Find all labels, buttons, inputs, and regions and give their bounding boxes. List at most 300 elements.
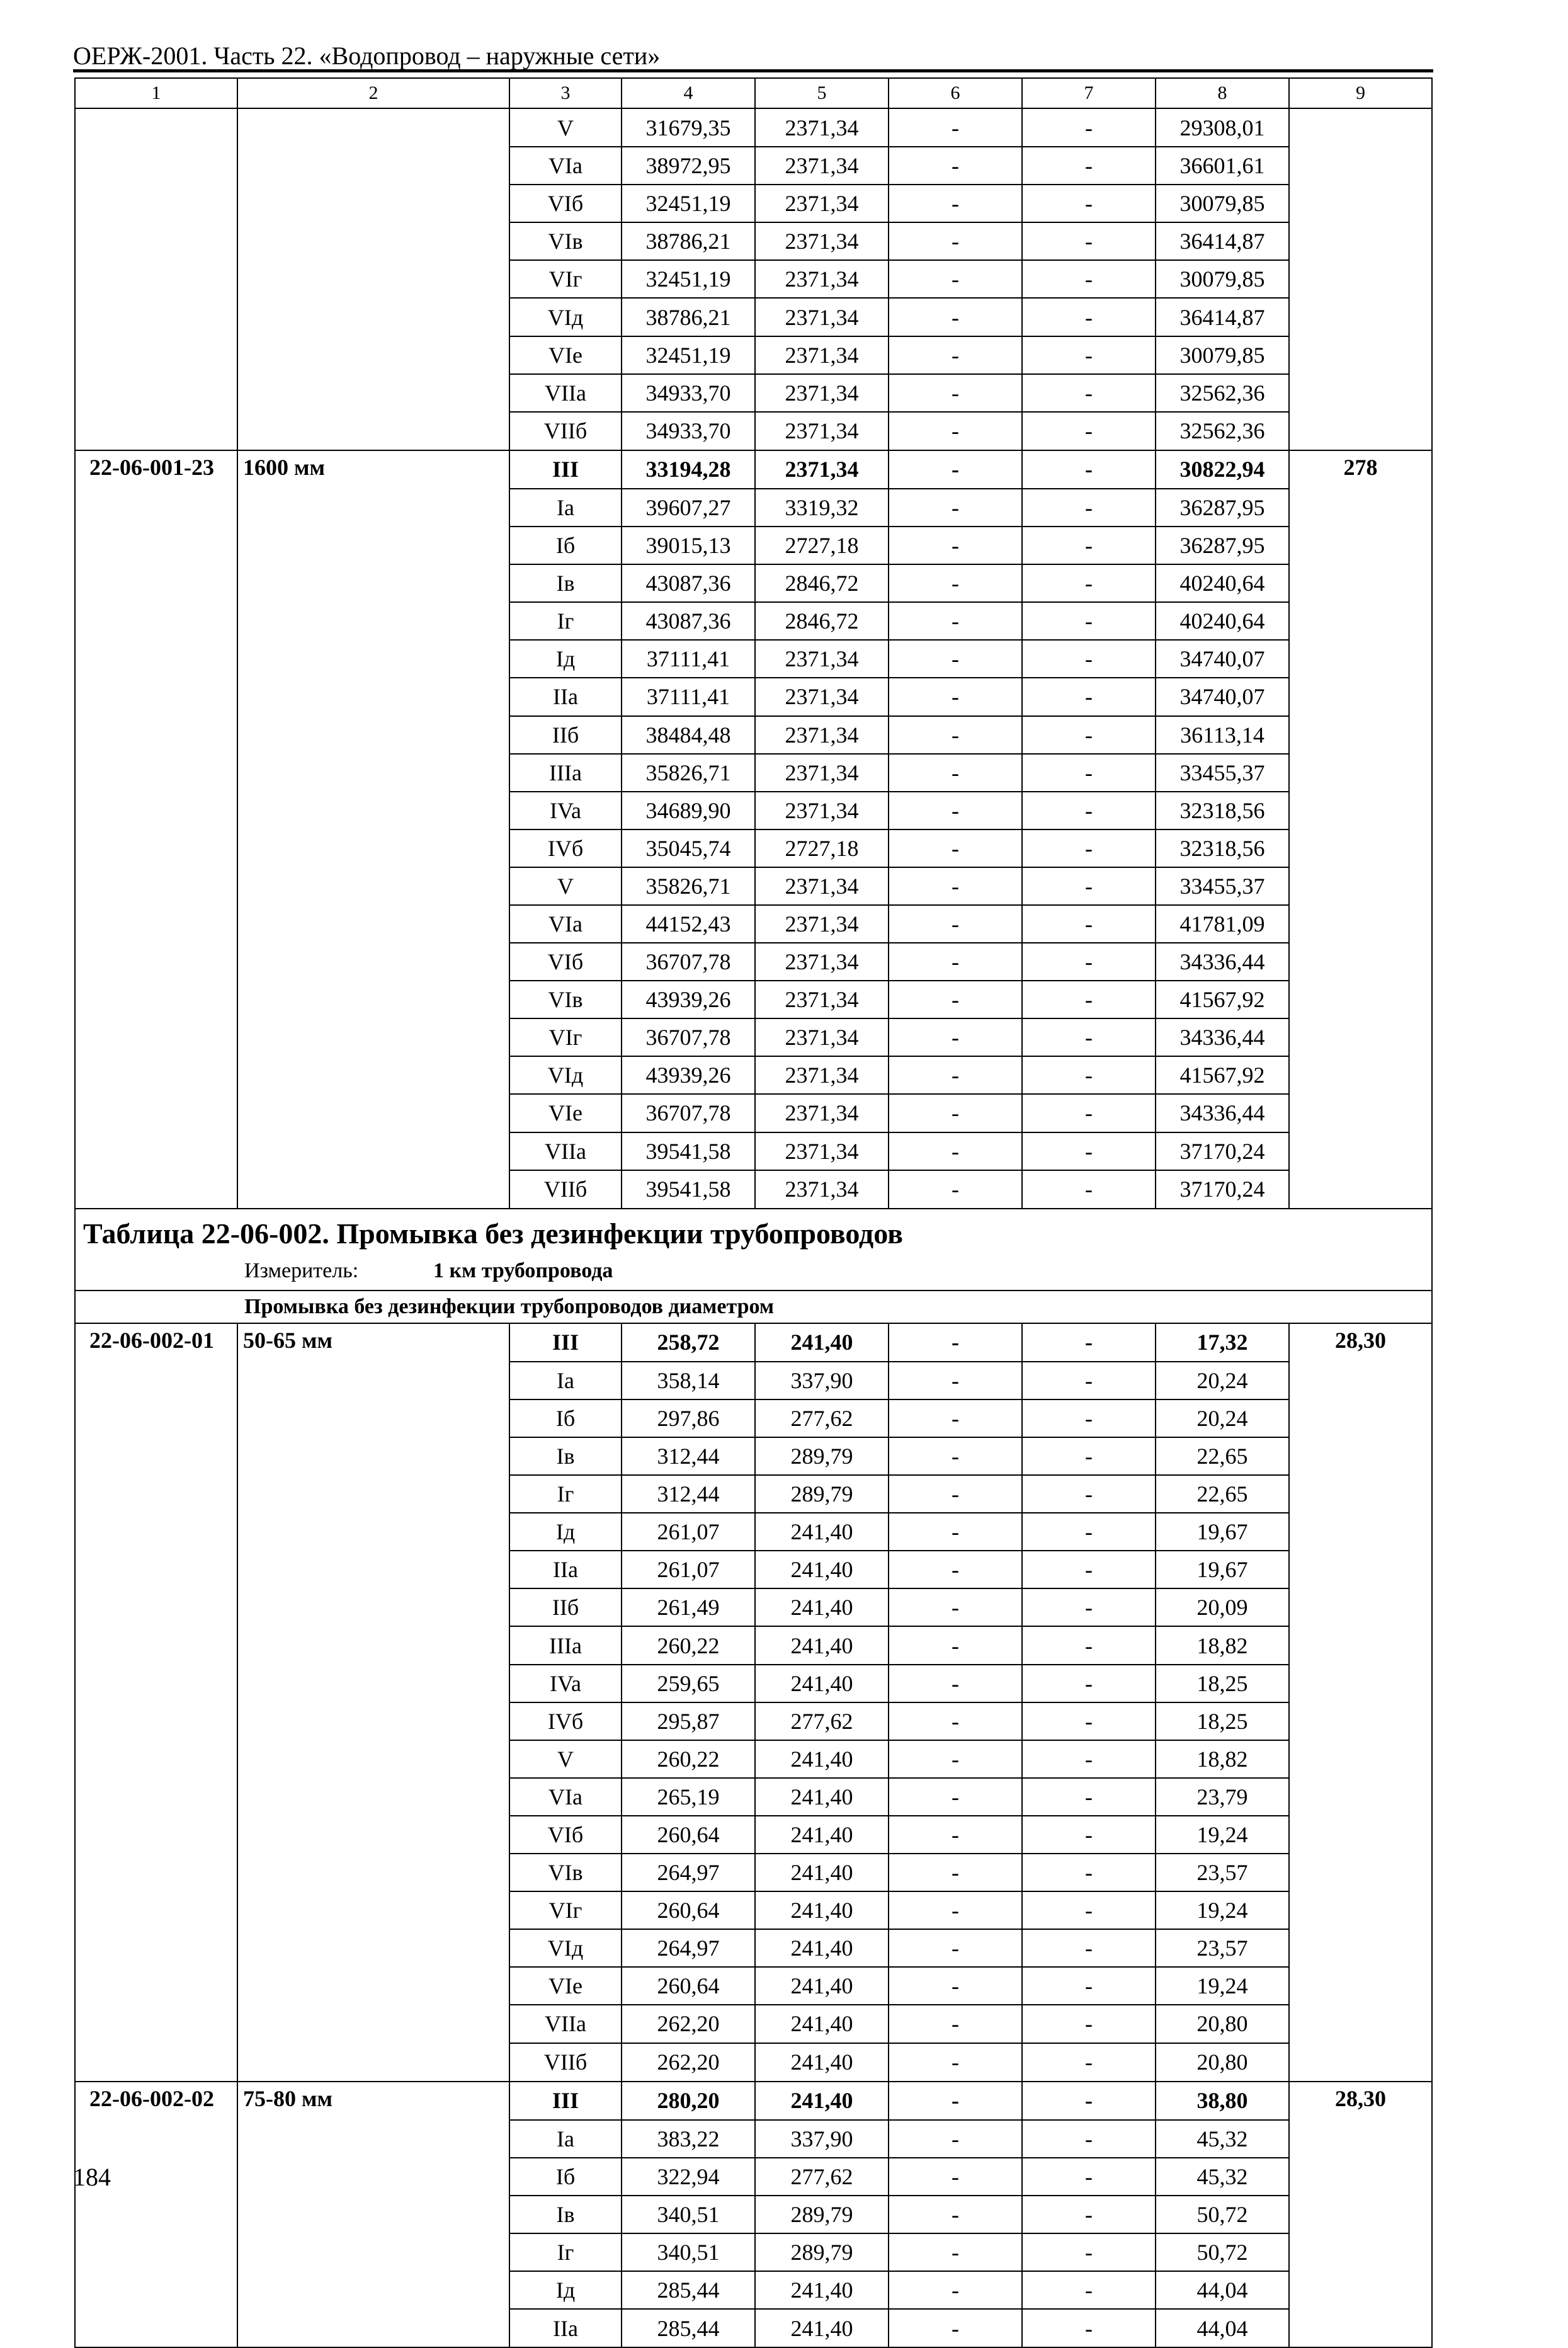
row-col9: [1289, 2120, 1432, 2158]
cell-col-5: 2371,34: [755, 716, 889, 754]
cell-col-8: 40240,64: [1156, 564, 1289, 602]
cell-col-5: 2371,34: [755, 1132, 889, 1170]
column-number: 1: [75, 78, 237, 108]
row-diameter: [237, 867, 509, 905]
row-code: [75, 1665, 237, 1702]
cell-col-8: 18,82: [1156, 1740, 1289, 1778]
row-diameter: [237, 2271, 509, 2309]
table-row: [75, 1513, 1432, 1551]
row-diameter: [237, 1437, 509, 1475]
column-number: 6: [889, 78, 1022, 108]
cell-col-5: 2371,34: [755, 222, 889, 260]
cell-col-4: 36707,78: [622, 1094, 755, 1132]
cell-col-4: 43087,36: [622, 602, 755, 640]
cell-col-8: 36113,14: [1156, 716, 1289, 754]
row-col9: [1289, 1170, 1432, 1209]
cell-col-5: 2371,34: [755, 1056, 889, 1094]
table-row: [75, 2158, 1432, 2196]
cell-col-6: -: [889, 1362, 1022, 1399]
row-diameter: [237, 792, 509, 829]
cell-col-5: 277,62: [755, 1702, 889, 1740]
row-diameter: [237, 1588, 509, 1626]
row-diameter: [237, 2120, 509, 2158]
cell-col-8: 36601,61: [1156, 147, 1289, 185]
row-col9: [1289, 108, 1432, 147]
row-col9: [1289, 640, 1432, 678]
row-col9: [1289, 1513, 1432, 1551]
row-diameter: [237, 829, 509, 867]
cell-col-3: VIб: [509, 1816, 622, 1854]
cell-col-5: 241,40: [755, 1588, 889, 1626]
row-code: [75, 489, 237, 527]
table-row: [75, 1056, 1432, 1094]
row-col9: [1289, 1929, 1432, 1967]
table-row: [75, 1094, 1432, 1132]
row-code: [75, 2005, 237, 2043]
cell-col-5: 2371,34: [755, 678, 889, 715]
row-diameter: [237, 1362, 509, 1399]
table-row: [75, 905, 1432, 943]
table-row: [75, 1132, 1432, 1170]
row-diameter: [237, 1551, 509, 1588]
table-row: [75, 1437, 1432, 1475]
table-section-header: [75, 1209, 1432, 1291]
cell-col-3: Iг: [509, 2233, 622, 2271]
row-diameter: [237, 1778, 509, 1816]
table-row: [75, 564, 1432, 602]
cell-col-7: -: [1022, 2271, 1156, 2309]
row-code: [75, 1929, 237, 1967]
cell-col-3: VIд: [509, 1056, 622, 1094]
table-row: [75, 640, 1432, 678]
cell-col-4: 43087,36: [622, 564, 755, 602]
cell-col-7: -: [1022, 2005, 1156, 2043]
cell-col-3: VIб: [509, 185, 622, 222]
table-row: [75, 374, 1432, 412]
cell-col-6: -: [889, 905, 1022, 943]
cell-col-6: -: [889, 1323, 1022, 1362]
cell-col-5: 241,40: [755, 1854, 889, 1891]
cell-col-8: 18,25: [1156, 1665, 1289, 1702]
row-col9: [1289, 1094, 1432, 1132]
cell-col-5: 289,79: [755, 1437, 889, 1475]
cell-col-4: 44152,43: [622, 905, 755, 943]
cell-col-3: VIд: [509, 1929, 622, 1967]
row-col9: [1289, 1437, 1432, 1475]
cell-col-6: -: [889, 1399, 1022, 1437]
cell-col-6: -: [889, 1475, 1022, 1513]
row-col9: [1289, 1967, 1432, 2005]
cell-col-7: -: [1022, 1551, 1156, 1588]
cell-col-7: -: [1022, 2082, 1156, 2120]
cell-col-3: IVб: [509, 829, 622, 867]
row-code: [75, 981, 237, 1018]
row-diameter: [237, 260, 509, 298]
cell-col-6: -: [889, 2233, 1022, 2271]
row-code: [75, 1702, 237, 1740]
row-diameter: [237, 1475, 509, 1513]
row-diameter: [237, 2005, 509, 2043]
cell-col-7: -: [1022, 602, 1156, 640]
row-col9: [1289, 2005, 1432, 2043]
cell-col-5: 337,90: [755, 2120, 889, 2158]
row-code: [75, 1967, 237, 2005]
row-code: 22-06-001-23: [75, 450, 237, 489]
row-col9: [1289, 374, 1432, 412]
table-row: [75, 1778, 1432, 1816]
cell-col-3: VIг: [509, 260, 622, 298]
column-number: 3: [509, 78, 622, 108]
cell-col-7: -: [1022, 1170, 1156, 1209]
cell-col-3: VIe: [509, 1094, 622, 1132]
cell-col-7: -: [1022, 678, 1156, 715]
cell-col-6: -: [889, 1665, 1022, 1702]
cell-col-5: 3319,32: [755, 489, 889, 527]
cell-col-5: 289,79: [755, 1475, 889, 1513]
cell-col-3: IIa: [509, 1551, 622, 1588]
row-diameter: [237, 185, 509, 222]
cell-col-7: -: [1022, 564, 1156, 602]
cell-col-7: -: [1022, 1816, 1156, 1854]
row-code: [75, 412, 237, 450]
row-diameter: [237, 1929, 509, 1967]
row-diameter: 50-65 мм: [237, 1323, 509, 1362]
cell-col-4: 39607,27: [622, 489, 755, 527]
row-code: [75, 2196, 237, 2233]
cell-col-6: -: [889, 1967, 1022, 2005]
row-code: [75, 792, 237, 829]
rates-table: [74, 77, 1433, 2348]
cell-col-4: 38972,95: [622, 147, 755, 185]
row-col9: [1289, 2158, 1432, 2196]
cell-col-3: V: [509, 867, 622, 905]
cell-col-4: 383,22: [622, 2120, 755, 2158]
cell-col-4: 340,51: [622, 2196, 755, 2233]
cell-col-3: V: [509, 1740, 622, 1778]
cell-col-4: 32451,19: [622, 260, 755, 298]
cell-col-8: 18,25: [1156, 1702, 1289, 1740]
row-col9: [1289, 602, 1432, 640]
cell-col-7: -: [1022, 336, 1156, 374]
table-row: [75, 1475, 1432, 1513]
cell-col-4: 260,64: [622, 1816, 755, 1854]
cell-col-4: 32451,19: [622, 185, 755, 222]
cell-col-8: 44,04: [1156, 2309, 1289, 2347]
row-col9: [1289, 943, 1432, 981]
row-diameter: [237, 2233, 509, 2271]
row-col9: 28,30: [1289, 2082, 1432, 2120]
row-col9: [1289, 716, 1432, 754]
row-diameter: [237, 1626, 509, 1664]
cell-col-8: 19,24: [1156, 1967, 1289, 2005]
cell-col-3: Iг: [509, 602, 622, 640]
cell-col-6: -: [889, 1132, 1022, 1170]
cell-col-6: -: [889, 981, 1022, 1018]
cell-col-5: 2371,34: [755, 1170, 889, 1209]
cell-col-8: 29308,01: [1156, 108, 1289, 147]
row-diameter: [237, 1094, 509, 1132]
row-code: [75, 2309, 237, 2347]
row-diameter: [237, 1967, 509, 2005]
row-diameter: 1600 мм: [237, 450, 509, 489]
cell-col-8: 44,04: [1156, 2271, 1289, 2309]
cell-col-3: IIIa: [509, 754, 622, 792]
cell-col-4: 261,49: [622, 1588, 755, 1626]
cell-col-5: 241,40: [755, 2271, 889, 2309]
cell-col-5: 241,40: [755, 2309, 889, 2347]
cell-col-4: 260,22: [622, 1626, 755, 1664]
cell-col-6: -: [889, 1891, 1022, 1929]
row-code: [75, 867, 237, 905]
row-diameter: [237, 1816, 509, 1854]
cell-col-3: VIe: [509, 1967, 622, 2005]
row-code: [75, 943, 237, 981]
cell-col-3: VIIб: [509, 412, 622, 450]
row-code: [75, 1056, 237, 1094]
row-col9: [1289, 1056, 1432, 1094]
cell-col-7: -: [1022, 1588, 1156, 1626]
cell-col-5: 277,62: [755, 2158, 889, 2196]
row-diameter: [237, 298, 509, 336]
column-number: 9: [1289, 78, 1432, 108]
cell-col-4: 264,97: [622, 1854, 755, 1891]
table-row: [75, 2120, 1432, 2158]
row-diameter: [237, 108, 509, 147]
cell-col-6: -: [889, 1626, 1022, 1664]
row-code: [75, 185, 237, 222]
cell-col-4: 261,07: [622, 1513, 755, 1551]
row-code: [75, 222, 237, 260]
cell-col-4: 35826,71: [622, 754, 755, 792]
table-row: [75, 1665, 1432, 1702]
cell-col-5: 2727,18: [755, 829, 889, 867]
cell-col-3: Iд: [509, 1513, 622, 1551]
table-row: [75, 1170, 1432, 1209]
cell-col-3: III: [509, 450, 622, 489]
row-col9: [1289, 678, 1432, 715]
header-rule: [73, 69, 1433, 72]
cell-col-3: IVa: [509, 792, 622, 829]
cell-col-8: 33455,37: [1156, 867, 1289, 905]
cell-col-6: -: [889, 2196, 1022, 2233]
cell-col-3: IIa: [509, 2309, 622, 2347]
table-row: [75, 2005, 1432, 2043]
cell-col-8: 36287,95: [1156, 489, 1289, 527]
cell-col-3: IIIa: [509, 1626, 622, 1664]
table-row: [75, 867, 1432, 905]
table-row: [75, 2309, 1432, 2347]
row-diameter: [237, 640, 509, 678]
cell-col-4: 260,22: [622, 1740, 755, 1778]
cell-col-8: 20,09: [1156, 1588, 1289, 1626]
cell-col-3: VIa: [509, 1778, 622, 1816]
row-diameter: [237, 2043, 509, 2082]
cell-col-3: VIIб: [509, 2043, 622, 2082]
column-number: 8: [1156, 78, 1289, 108]
cell-col-7: -: [1022, 1323, 1156, 1362]
row-col9: 278: [1289, 450, 1432, 489]
cell-col-3: VIг: [509, 1891, 622, 1929]
cell-col-4: 262,20: [622, 2043, 755, 2082]
row-col9: [1289, 527, 1432, 564]
cell-col-5: 241,40: [755, 1891, 889, 1929]
table-row: [75, 298, 1432, 336]
table-row: [75, 829, 1432, 867]
cell-col-4: 39541,58: [622, 1132, 755, 1170]
row-code: [75, 2120, 237, 2158]
cell-col-6: -: [889, 489, 1022, 527]
row-diameter: [237, 754, 509, 792]
cell-col-7: -: [1022, 2158, 1156, 2196]
cell-col-8: 30079,85: [1156, 185, 1289, 222]
table-row: [75, 792, 1432, 829]
row-col9: [1289, 2271, 1432, 2309]
cell-col-8: 19,67: [1156, 1513, 1289, 1551]
cell-col-6: -: [889, 222, 1022, 260]
cell-col-6: -: [889, 1551, 1022, 1588]
cell-col-7: -: [1022, 1513, 1156, 1551]
cell-col-6: -: [889, 1056, 1022, 1094]
row-col9: [1289, 1399, 1432, 1437]
cell-col-5: 2371,34: [755, 867, 889, 905]
row-code: [75, 602, 237, 640]
table-row: [75, 1854, 1432, 1891]
table-row: [75, 2196, 1432, 2233]
measure-value: 1 км трубопровода: [433, 1258, 613, 1282]
cell-col-6: -: [889, 412, 1022, 450]
cell-col-4: 43939,26: [622, 981, 755, 1018]
row-col9: [1289, 336, 1432, 374]
cell-col-7: -: [1022, 1626, 1156, 1664]
cell-col-5: 241,40: [755, 1967, 889, 2005]
cell-col-4: 38786,21: [622, 222, 755, 260]
cell-col-3: Iв: [509, 564, 622, 602]
cell-col-8: 18,82: [1156, 1626, 1289, 1664]
cell-col-6: -: [889, 1778, 1022, 1816]
row-code: [75, 1816, 237, 1854]
cell-col-6: -: [889, 602, 1022, 640]
cell-col-8: 30079,85: [1156, 336, 1289, 374]
cell-col-6: -: [889, 298, 1022, 336]
cell-col-6: -: [889, 1929, 1022, 1967]
cell-col-5: 337,90: [755, 1362, 889, 1399]
cell-col-5: 2727,18: [755, 527, 889, 564]
cell-col-4: 358,14: [622, 1362, 755, 1399]
cell-col-4: 34933,70: [622, 374, 755, 412]
cell-col-6: -: [889, 450, 1022, 489]
cell-col-6: -: [889, 678, 1022, 715]
cell-col-5: 241,40: [755, 1513, 889, 1551]
table-row: [75, 2082, 1432, 2120]
cell-col-8: 19,24: [1156, 1891, 1289, 1929]
cell-col-5: 241,40: [755, 1816, 889, 1854]
cell-col-7: -: [1022, 412, 1156, 450]
table-row: [75, 450, 1432, 489]
table-row: [75, 1018, 1432, 1056]
cell-col-5: 2371,34: [755, 336, 889, 374]
cell-col-8: 41567,92: [1156, 981, 1289, 1018]
row-diameter: [237, 678, 509, 715]
row-diameter: [237, 336, 509, 374]
cell-col-3: IVa: [509, 1665, 622, 1702]
cell-col-7: -: [1022, 640, 1156, 678]
row-col9: [1289, 1018, 1432, 1056]
cell-col-6: -: [889, 374, 1022, 412]
cell-col-7: -: [1022, 1740, 1156, 1778]
page-header: ОЕРЖ-2001. Часть 22. «Водопровод – наружные сети»: [73, 42, 661, 70]
cell-col-3: Iв: [509, 1437, 622, 1475]
cell-col-7: -: [1022, 829, 1156, 867]
cell-col-8: 45,32: [1156, 2120, 1289, 2158]
cell-col-3: VIд: [509, 298, 622, 336]
cell-col-5: 2371,34: [755, 981, 889, 1018]
cell-col-4: 297,86: [622, 1399, 755, 1437]
row-diameter: [237, 1170, 509, 1209]
cell-col-6: -: [889, 1816, 1022, 1854]
cell-col-7: -: [1022, 1891, 1156, 1929]
cell-col-4: 262,20: [622, 2005, 755, 2043]
cell-col-5: 241,40: [755, 1665, 889, 1702]
cell-col-8: 36287,95: [1156, 527, 1289, 564]
cell-col-8: 34740,07: [1156, 678, 1289, 715]
cell-col-6: -: [889, 829, 1022, 867]
table-row: [75, 185, 1432, 222]
cell-col-7: -: [1022, 108, 1156, 147]
cell-col-6: -: [889, 185, 1022, 222]
row-code: [75, 1362, 237, 1399]
table-row: [75, 527, 1432, 564]
cell-col-8: 32318,56: [1156, 829, 1289, 867]
cell-col-4: 258,72: [622, 1323, 755, 1362]
row-code: [75, 754, 237, 792]
cell-col-7: -: [1022, 527, 1156, 564]
cell-col-7: -: [1022, 1018, 1156, 1056]
row-col9: [1289, 1551, 1432, 1588]
row-code: [75, 1132, 237, 1170]
table-row: [75, 678, 1432, 715]
table-row: [75, 336, 1432, 374]
cell-col-5: 2371,34: [755, 185, 889, 222]
row-col9: [1289, 905, 1432, 943]
row-diameter: [237, 1891, 509, 1929]
cell-col-7: -: [1022, 1094, 1156, 1132]
cell-col-3: VIa: [509, 905, 622, 943]
cell-col-3: VIг: [509, 1018, 622, 1056]
cell-col-3: VIв: [509, 981, 622, 1018]
cell-col-8: 32562,36: [1156, 412, 1289, 450]
row-col9: [1289, 981, 1432, 1018]
cell-col-5: 241,40: [755, 1929, 889, 1967]
row-code: [75, 1854, 237, 1891]
row-col9: [1289, 1702, 1432, 1740]
cell-col-7: -: [1022, 1665, 1156, 1702]
row-col9: [1289, 754, 1432, 792]
cell-col-6: -: [889, 2043, 1022, 2082]
cell-col-3: Iв: [509, 2196, 622, 2233]
cell-col-8: 23,57: [1156, 1854, 1289, 1891]
cell-col-6: -: [889, 1588, 1022, 1626]
cell-col-7: -: [1022, 716, 1156, 754]
cell-col-8: 22,65: [1156, 1437, 1289, 1475]
table-row: [75, 1551, 1432, 1588]
cell-col-7: -: [1022, 298, 1156, 336]
cell-col-7: -: [1022, 374, 1156, 412]
cell-col-3: VIв: [509, 222, 622, 260]
cell-col-4: 264,97: [622, 1929, 755, 1967]
cell-col-8: 36414,87: [1156, 222, 1289, 260]
cell-col-8: 34336,44: [1156, 1018, 1289, 1056]
row-code: [75, 336, 237, 374]
